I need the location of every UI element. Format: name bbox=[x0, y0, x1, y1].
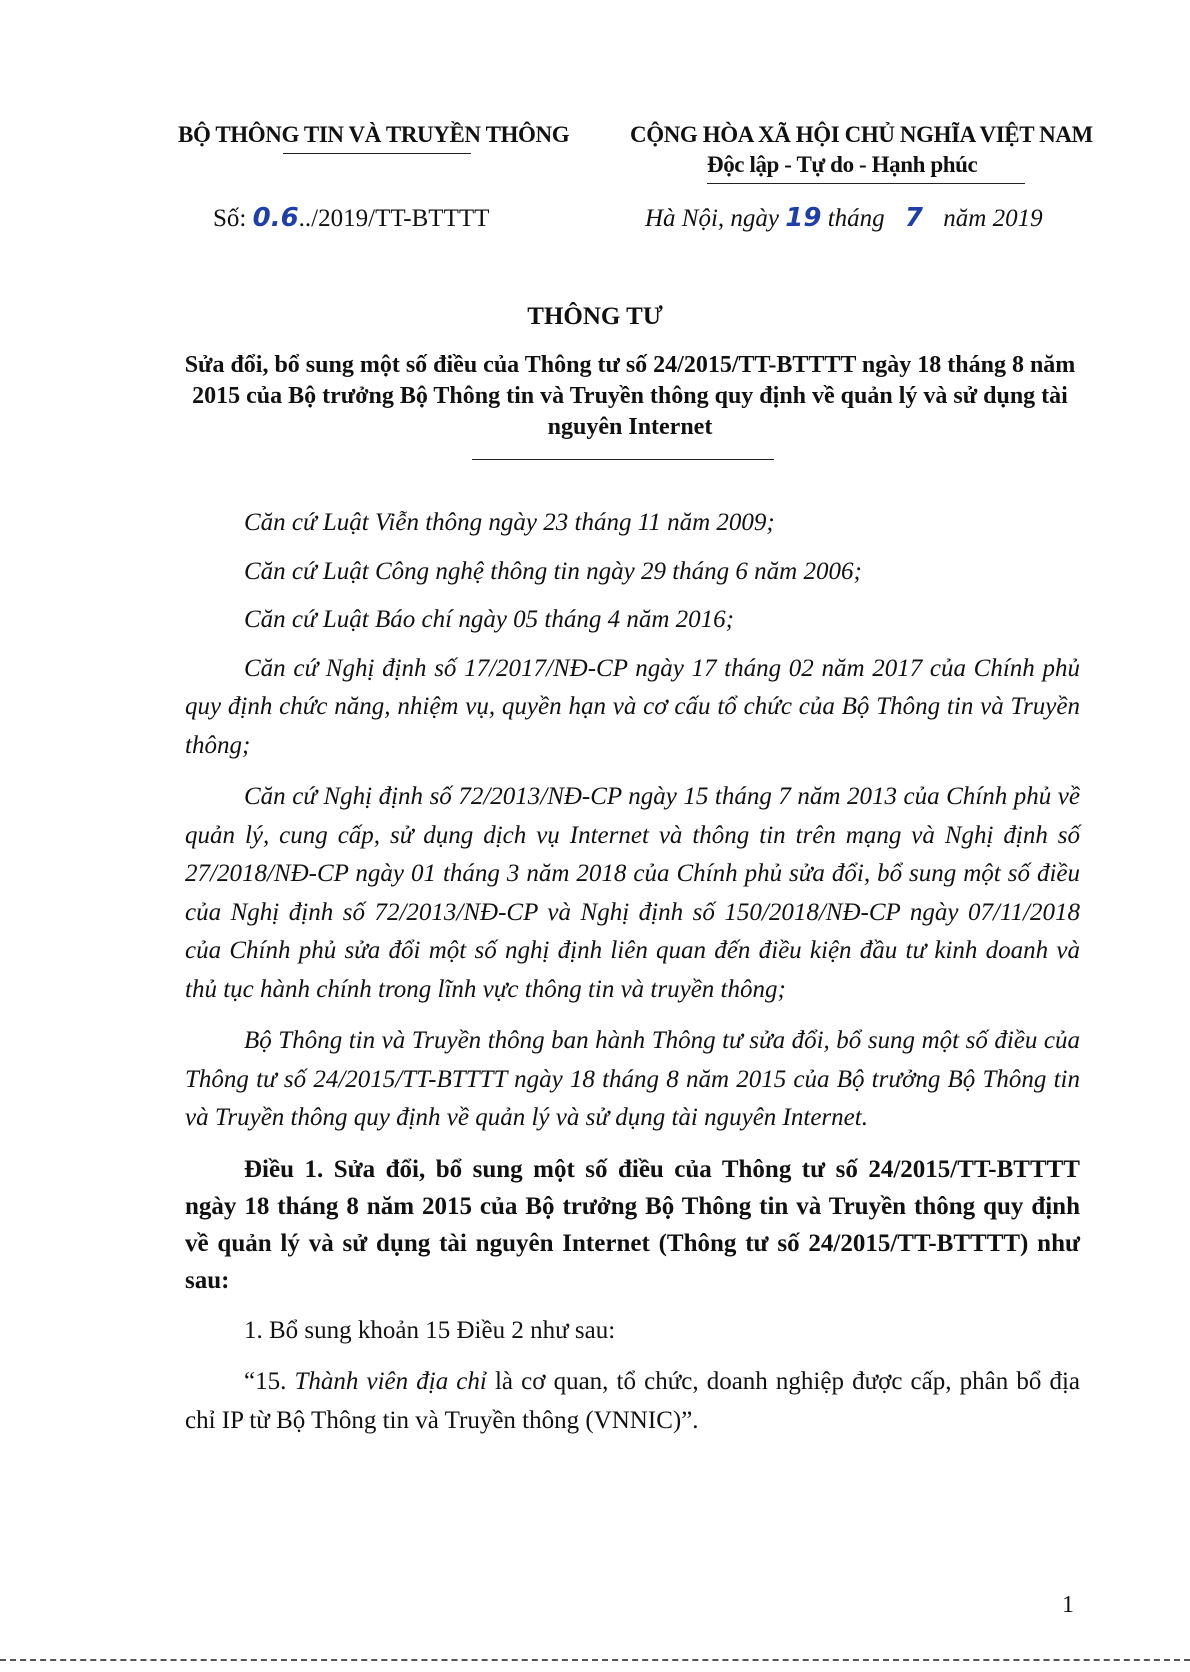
ministry-underline bbox=[283, 153, 471, 154]
scan-bottom-edge bbox=[0, 1659, 1190, 1661]
preamble-it-law: Căn cứ Luật Công nghệ thông tin ngày 29 tháng 6 năm 2006; bbox=[244, 557, 862, 585]
preamble-telecom-law: Căn cứ Luật Viễn thông ngày 23 tháng 11 năm 2009; bbox=[244, 509, 775, 536]
document-body bbox=[185, 504, 1080, 1440]
handwritten-number: 0.6 bbox=[252, 203, 299, 233]
article-1-heading: Điều 1. Sửa đổi, bổ sung một số điều của Thông tư số 24/2015/TT-BTTTT ngày 18 tháng 8 năm 2015 của Bộ trưởng Bộ Thông tin và Truyền thông quy định về quản lý và sử dụng tài nguyên Internet (Thông tư số 24/2015/TT-BTTTT) như sau: bbox=[185, 1155, 1080, 1294]
document-type: THÔNG TƯ bbox=[527, 303, 663, 330]
document-number-suffix: ../2019/TT-BTTTT bbox=[298, 205, 490, 232]
motto-underline bbox=[707, 183, 1025, 184]
clause-15-definition: là cơ quan, tổ chức, doanh nghiệp được cấp, phân bổ địa chỉ IP từ Bộ Thông tin và Truyền thông (VNNIC)”. bbox=[185, 1368, 1080, 1434]
document-number bbox=[213, 203, 489, 233]
date-place: Hà Nội, ngày bbox=[645, 205, 780, 232]
handwritten-day: 19 bbox=[785, 203, 822, 233]
national-title: CỘNG HÒA XÃ HỘI CHỦ NGHĨA VIỆT NAM bbox=[630, 122, 1093, 147]
date-month-label: tháng bbox=[827, 205, 885, 232]
subject-underline bbox=[472, 459, 774, 460]
date-year: năm 2019 bbox=[943, 205, 1043, 232]
preamble-issuance: Bộ Thông tin và Truyền thông ban hành Thông tư sửa đổi, bổ sung một số điều của Thông tư số 24/2015/TT-BTTTT ngày 18 tháng 8 năm 2015 của Bộ trưởng Bộ Thông tin và Truyền thông quy định về quản lý và sử dụng tài nguyên Internet. bbox=[185, 1027, 1080, 1131]
document-number-prefix: Số: bbox=[213, 205, 253, 232]
page-number: 1 bbox=[1062, 1592, 1074, 1618]
handwritten-month: 7 bbox=[904, 203, 924, 233]
clause-15-open: “15. bbox=[244, 1368, 295, 1395]
document-subject: Sửa đổi, bổ sung một số điều của Thông tư số 24/2015/TT-BTTTT ngày 18 tháng 8 năm 2015 của Bộ trưởng Bộ Thông tin và Truyền thông quy định về quản lý và sử dụng tài nguyên Internet bbox=[184, 352, 1076, 440]
issue-date bbox=[645, 203, 1043, 233]
preamble-decree-17: Căn cứ Nghị định số 17/2017/NĐ-CP ngày 17 tháng 02 năm 2017 của Chính phủ quy định chức năng, nhiệm vụ, quyền hạn và cơ cấu tổ chức của Bộ Thông tin và Truyền thông; bbox=[185, 654, 1080, 759]
article-1-clause-15 bbox=[185, 1363, 1080, 1440]
preamble-decree-72: Căn cứ Nghị định số 72/2013/NĐ-CP ngày 15 tháng 7 năm 2013 của Chính phủ về quản lý, cung cấp, sử dụng dịch vụ Internet và thông tin trên mạng và Nghị định số 27/2018/NĐ-CP ngày 01 tháng 3 năm 2018 của Chính phủ sửa đổi, bổ sung một số điều của Nghị định số 72/2013/NĐ-CP và Nghị định số 150/2018/NĐ-CP ngày 07/11/2018 của Chính phủ sửa đổi một số nghị định liên quan đến điều kiện đầu tư kinh doanh và thủ tục hành chính trong lĩnh vực thông tin và truyền thông; bbox=[185, 783, 1080, 1003]
preamble-press-law: Căn cứ Luật Báo chí ngày 05 tháng 4 năm 2016; bbox=[244, 606, 734, 633]
issuing-ministry: BỘ THÔNG TIN VÀ TRUYỀN THÔNG bbox=[178, 122, 570, 147]
article-1-item-1: 1. Bổ sung khoản 15 Điều 2 như sau: bbox=[244, 1316, 616, 1344]
national-motto: Độc lập - Tự do - Hạnh phúc bbox=[707, 152, 978, 177]
clause-15-term: Thành viên địa chỉ bbox=[294, 1368, 487, 1395]
